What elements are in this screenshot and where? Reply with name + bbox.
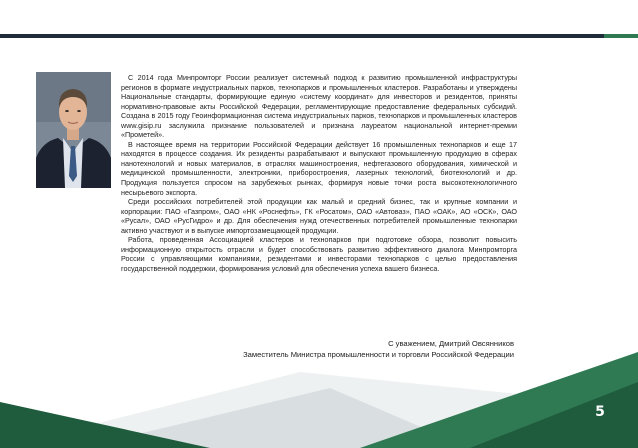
letter-body — [121, 73, 517, 273]
signature-title: Заместитель Министра промышленности и торговли Российской Федерации — [243, 350, 514, 359]
header-rule-accent — [604, 34, 638, 38]
letter-paragraph-2: В настоящее время на территории Российской Федерации действует 16 промышленных технопарков и еще 17 находятся в процессе создания. Их резиденты разрабатывают и выпускают промышленную продукцию в сферах нанотехнологий и новых материалов, в отраслях машиностроения, нефтегазового оборудования, химической и медицинской промышленности, электроники, приборостроения, лазерных технологий, биотехнологий и др. Продукция пользуется спросом на зарубежных рынках, формируя новые точки роста высокотехнологичного несырьевого экспорта. — [121, 139, 517, 197]
letter-paragraph-4: Работа, проведенная Ассоциацией кластеров и технопарков при подготовке обзора, позволит повысить информационную открытость отрасли и будет способствовать развитию эффективного диалога Минпромторга России с управляющими компаниями, резидентами и инвесторами технопарков с целью предоставления государственной поддержки, формирования условий для обеспечения успеха вашего бизнеса. — [121, 235, 517, 273]
letter-paragraph-1: С 2014 года Минпромторг России реализует системный подход к развитию промышленной инфраструктуры регионов в формате индустриальных парков, технопарков и промышленных кластеров. Разработаны и утверждены Национальные стандарты, формирующие единую «систему координат» для инвесторов и резидентов, приняты нормативно-правовые акты Российской Федерации, регламентирующие предоставление федеральных субсидий. Создана в 2015 году Геоинформационная система индустриальных парков, технопарков и промышленных кластеров www.gisip.ru заслужила признание пользователей и признана лауреатом национальной интернет-премии «Прометей». — [121, 73, 517, 140]
page-number: 5 — [595, 404, 605, 420]
author-portrait — [36, 72, 111, 188]
letter-paragraph-3: Среди российских потребителей этой продукции как малый и средний бизнес, так и крупные компании и корпорации: ПАО «Газпром», ОАО «НК «Роснефть», ГК «Росатом», ОАО «Автоваз», ПАО «ОАК», АО «ОСК», ОАО «Русал», ОАО «РусГидро» и др. Для обеспечения нужд отечественных потребителей промышленные технопарки активно участвуют и в выпуске импортозамещающей продукции. — [121, 197, 517, 235]
signature-name: С уважением, Дмитрий Овсянников — [388, 339, 514, 348]
footer-decoration — [0, 330, 638, 448]
header-rule — [0, 34, 604, 38]
